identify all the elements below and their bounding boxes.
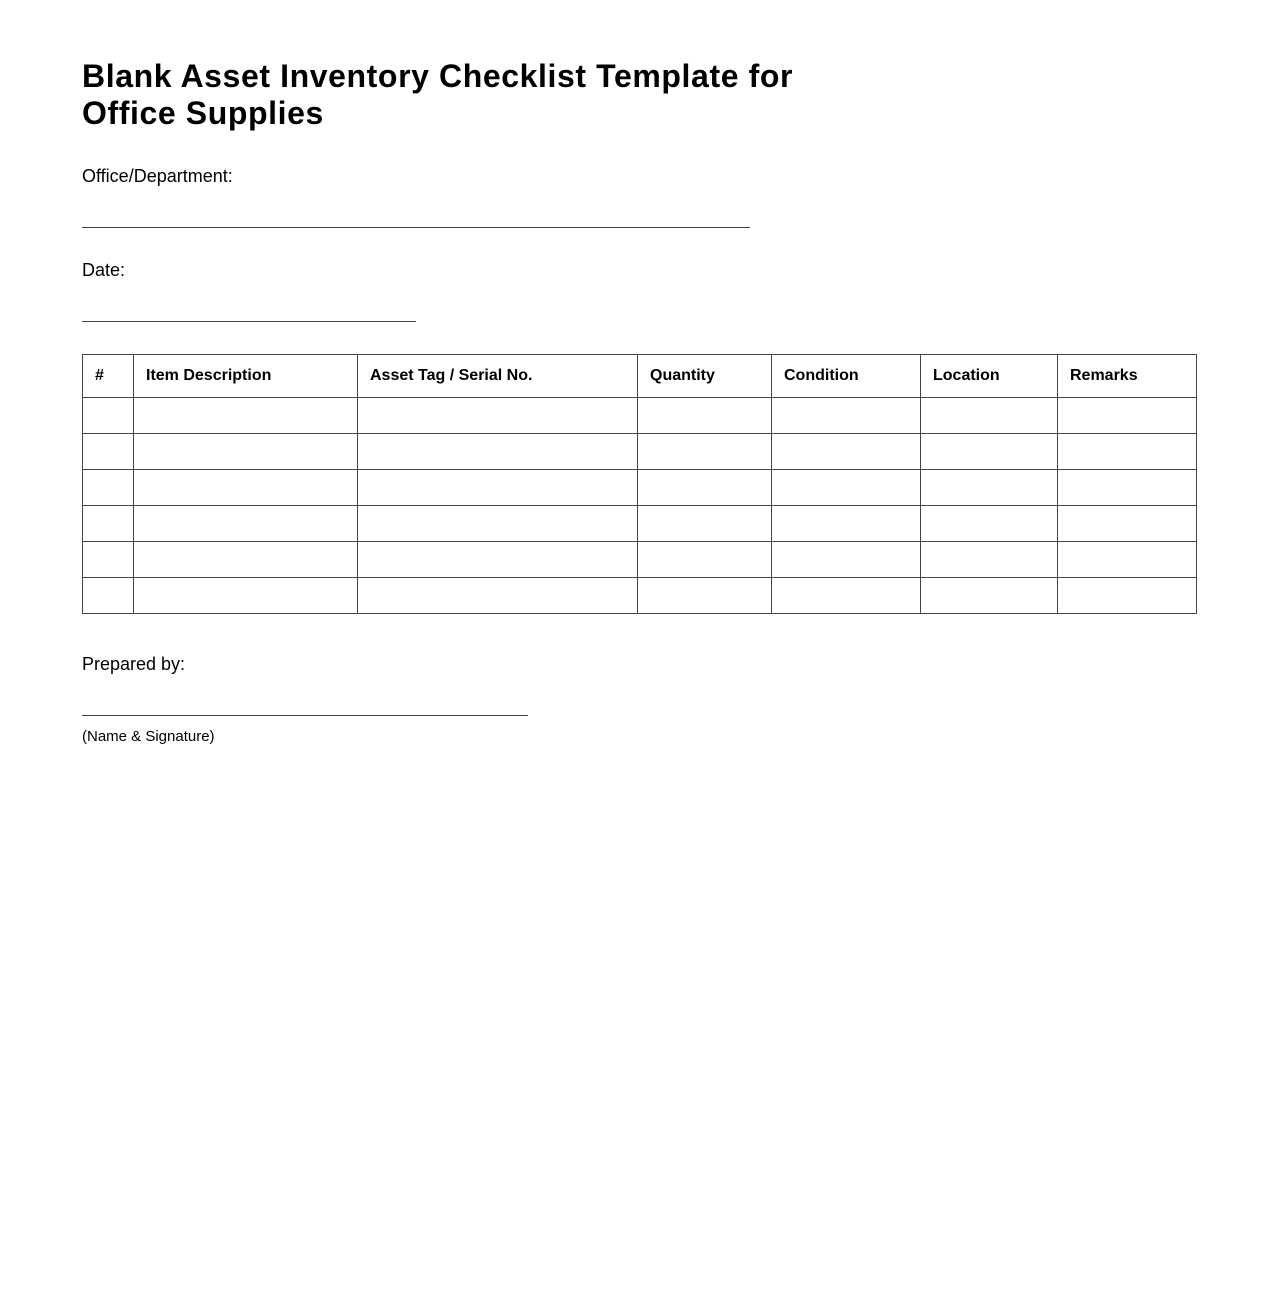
cell-location[interactable] <box>921 470 1058 506</box>
cell-location[interactable] <box>921 506 1058 542</box>
signature-note: (Name & Signature) <box>82 728 215 745</box>
column-header-condition: Condition <box>772 355 921 398</box>
table-header-row <box>83 355 1197 398</box>
cell-remarks[interactable] <box>1058 506 1197 542</box>
cell-quantity[interactable] <box>638 506 772 542</box>
cell-condition[interactable] <box>772 578 921 614</box>
cell-asset-tag[interactable] <box>358 470 638 506</box>
cell-number[interactable] <box>83 542 134 578</box>
table-row <box>83 506 1197 542</box>
column-header-item-description: Item Description <box>134 355 358 398</box>
office-department-label: Office/Department: <box>82 166 233 186</box>
cell-quantity[interactable] <box>638 578 772 614</box>
prepared-by-label: Prepared by: <box>82 654 186 674</box>
cell-item-description[interactable] <box>134 578 358 614</box>
table-row <box>83 434 1197 470</box>
column-header-number: # <box>83 355 134 398</box>
cell-asset-tag[interactable] <box>358 434 638 470</box>
cell-number[interactable] <box>83 434 134 470</box>
cell-location[interactable] <box>921 542 1058 578</box>
cell-item-description[interactable] <box>134 506 358 542</box>
cell-remarks[interactable] <box>1058 470 1197 506</box>
cell-quantity[interactable] <box>638 470 772 506</box>
cell-remarks[interactable] <box>1058 578 1197 614</box>
cell-number[interactable] <box>83 398 134 434</box>
cell-condition[interactable] <box>772 398 921 434</box>
cell-quantity[interactable] <box>638 398 772 434</box>
cell-asset-tag[interactable] <box>358 506 638 542</box>
cell-number[interactable] <box>83 470 134 506</box>
cell-asset-tag[interactable] <box>358 398 638 434</box>
cell-item-description[interactable] <box>134 398 358 434</box>
column-header-asset-tag: Asset Tag / Serial No. <box>358 355 638 398</box>
document-title: Blank Asset Inventory Checklist Template for Office Supplies <box>82 58 794 131</box>
cell-remarks[interactable] <box>1058 542 1197 578</box>
table-row <box>83 398 1197 434</box>
date-label: Date: <box>82 260 126 280</box>
cell-quantity[interactable] <box>638 434 772 470</box>
table-row <box>83 578 1197 614</box>
cell-number[interactable] <box>83 578 134 614</box>
table-row <box>83 542 1197 578</box>
column-header-location: Location <box>921 355 1058 398</box>
cell-item-description[interactable] <box>134 434 358 470</box>
cell-condition[interactable] <box>772 506 921 542</box>
cell-item-description[interactable] <box>134 542 358 578</box>
cell-asset-tag[interactable] <box>358 542 638 578</box>
cell-condition[interactable] <box>772 470 921 506</box>
cell-number[interactable] <box>83 506 134 542</box>
cell-asset-tag[interactable] <box>358 578 638 614</box>
office-department-line[interactable] <box>82 227 750 228</box>
date-line[interactable] <box>82 321 416 322</box>
cell-location[interactable] <box>921 398 1058 434</box>
inventory-table <box>82 354 1197 614</box>
table-row <box>83 470 1197 506</box>
cell-condition[interactable] <box>772 434 921 470</box>
cell-location[interactable] <box>921 434 1058 470</box>
cell-location[interactable] <box>921 578 1058 614</box>
column-header-remarks: Remarks <box>1058 355 1197 398</box>
cell-remarks[interactable] <box>1058 434 1197 470</box>
cell-quantity[interactable] <box>638 542 772 578</box>
cell-remarks[interactable] <box>1058 398 1197 434</box>
signature-line[interactable] <box>82 715 528 716</box>
cell-item-description[interactable] <box>134 470 358 506</box>
cell-condition[interactable] <box>772 542 921 578</box>
column-header-quantity: Quantity <box>638 355 772 398</box>
